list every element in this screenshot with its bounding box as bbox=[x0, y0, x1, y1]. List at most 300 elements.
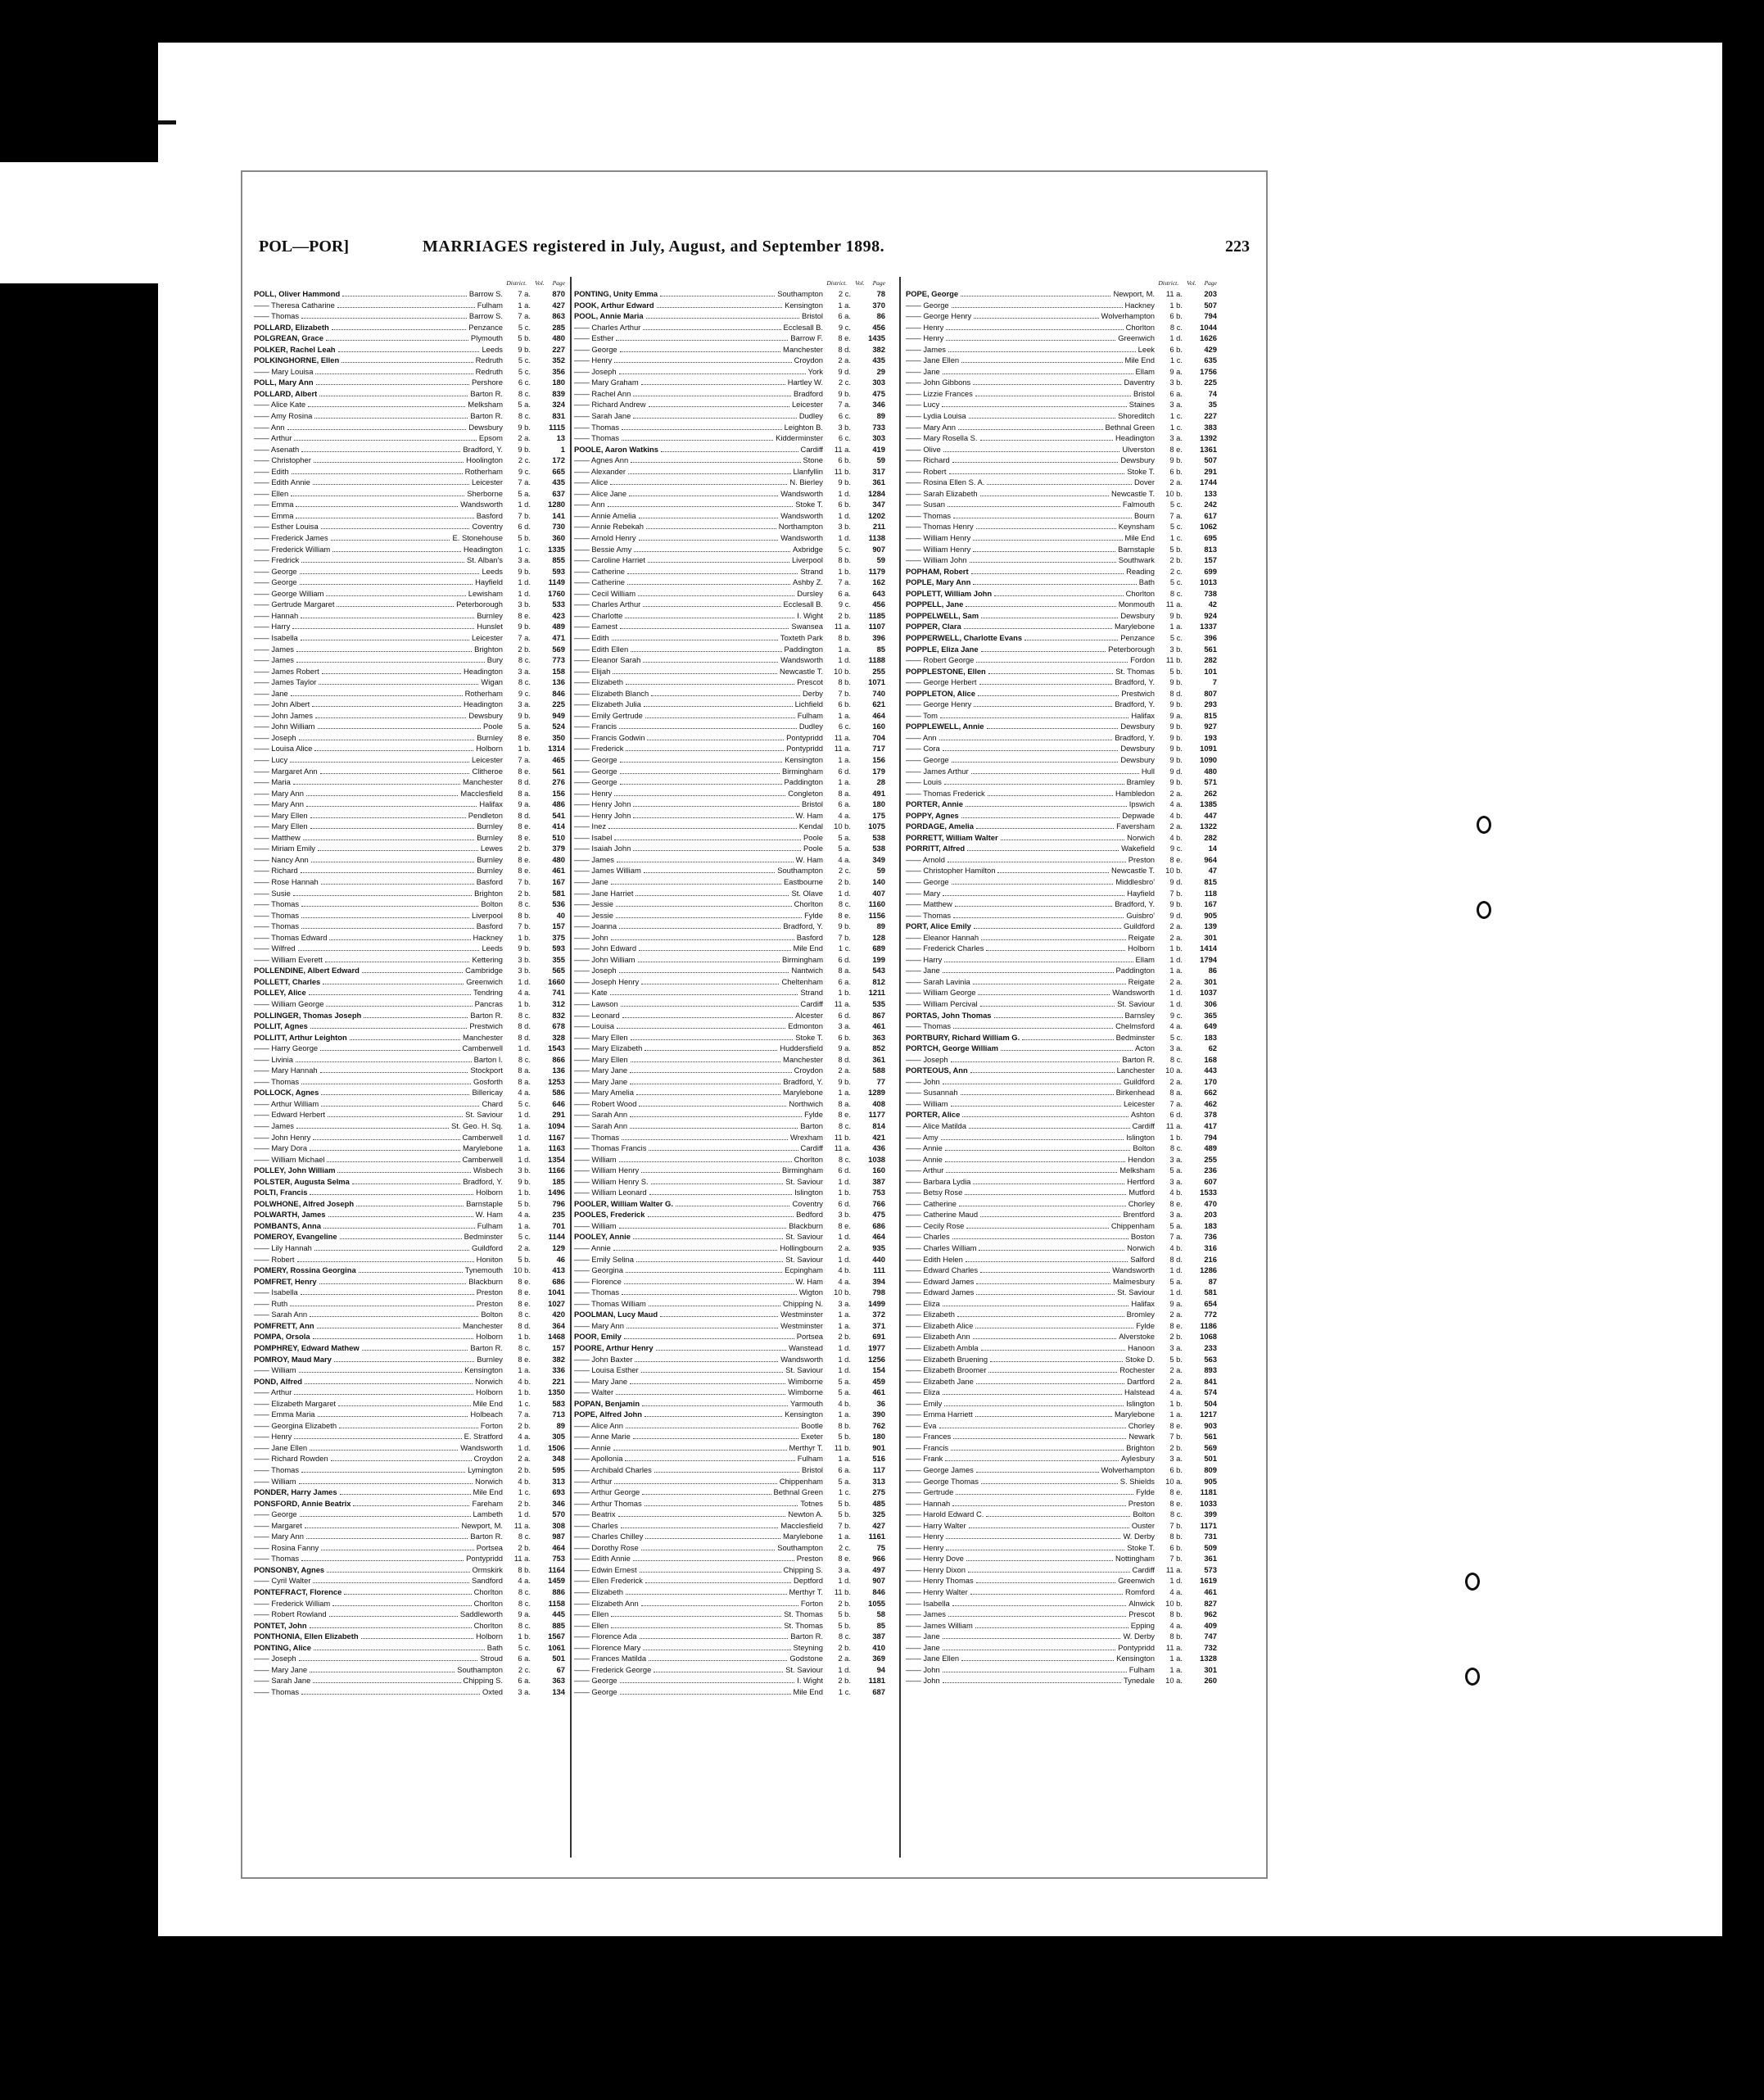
entry-name: —— Sarah Ann bbox=[254, 1310, 308, 1319]
entry-name: —— James bbox=[574, 854, 614, 864]
entry-name: —— Christopher bbox=[254, 455, 311, 465]
entry-name: —— Ruth bbox=[254, 1298, 288, 1308]
register-entry bbox=[574, 1553, 885, 1564]
entry-district: Reigate bbox=[1128, 932, 1155, 942]
dot-leader bbox=[337, 599, 454, 607]
entry-name: POMPHREY, Edward Mathew bbox=[254, 1342, 360, 1352]
entry-page: 607 bbox=[1204, 1176, 1217, 1186]
dot-leader bbox=[334, 1354, 474, 1362]
register-entry bbox=[906, 677, 1217, 688]
entry-name: —— Joseph bbox=[906, 1054, 948, 1064]
entry-page: 766 bbox=[872, 1198, 885, 1208]
register-entry bbox=[906, 644, 1217, 655]
dot-leader bbox=[988, 1365, 1117, 1373]
entry-page: 1179 bbox=[868, 566, 885, 576]
entry-district: Ellam bbox=[1135, 366, 1155, 376]
entry-district: Holborn bbox=[476, 1188, 503, 1197]
register-entry bbox=[906, 788, 1217, 799]
entry-volume: 7 b. bbox=[518, 921, 531, 931]
register-entry bbox=[574, 1309, 885, 1320]
dot-leader bbox=[967, 843, 1119, 851]
dot-leader bbox=[645, 1498, 798, 1506]
dot-leader bbox=[296, 499, 458, 507]
entry-volume: 4 a. bbox=[838, 854, 851, 864]
entry-page: 429 bbox=[1204, 344, 1217, 354]
register-entry bbox=[574, 388, 885, 400]
entry-district: Bristol bbox=[801, 1464, 823, 1474]
dot-leader bbox=[616, 910, 802, 918]
entry-page: 866 bbox=[552, 1054, 565, 1064]
entry-district: Bedminster bbox=[464, 1232, 503, 1242]
dot-leader bbox=[948, 1609, 1126, 1617]
entry-page: 1041 bbox=[548, 1288, 565, 1297]
entry-page: 1075 bbox=[868, 821, 885, 831]
dot-leader bbox=[981, 610, 1118, 618]
entry-volume: 1 d. bbox=[518, 1442, 531, 1452]
dot-leader bbox=[635, 1354, 778, 1362]
entry-volume: 4 a. bbox=[838, 810, 851, 820]
dot-leader bbox=[327, 1564, 469, 1573]
dot-leader bbox=[633, 1431, 798, 1439]
entry-volume: 5 a. bbox=[1169, 1220, 1183, 1230]
entry-district: Chippenham bbox=[779, 1476, 823, 1486]
register-entry bbox=[906, 688, 1217, 699]
register-entry bbox=[906, 1231, 1217, 1242]
register-entry bbox=[254, 1154, 565, 1165]
entry-page: 203 bbox=[1204, 1210, 1217, 1220]
register-entry bbox=[254, 1631, 565, 1642]
entry-page: 59 bbox=[876, 866, 885, 876]
entry-name: —— Isabella bbox=[906, 1598, 950, 1608]
entry-volume: 1 a. bbox=[838, 300, 851, 310]
entry-page: 355 bbox=[552, 954, 565, 964]
dot-leader bbox=[311, 854, 475, 862]
entry-district: Chorley bbox=[1128, 1198, 1155, 1208]
dot-leader bbox=[314, 455, 464, 463]
register-entry bbox=[254, 532, 565, 544]
dot-leader bbox=[614, 788, 785, 796]
entry-page: 815 bbox=[1204, 876, 1217, 886]
register-entry bbox=[906, 577, 1217, 588]
entry-name: —— Thomas Frederick bbox=[906, 788, 985, 798]
entry-name: —— Joseph bbox=[254, 1654, 296, 1663]
entry-name: —— Eamest bbox=[574, 622, 618, 631]
entry-volume: 8 e. bbox=[838, 1220, 851, 1230]
entry-name: PORTER, Annie bbox=[906, 799, 963, 809]
register-entry bbox=[574, 954, 885, 966]
entry-volume: 3 b. bbox=[518, 600, 531, 609]
dot-leader bbox=[945, 1453, 1119, 1461]
register-entry bbox=[906, 288, 1217, 300]
entry-page: 1468 bbox=[548, 1332, 565, 1342]
register-entry bbox=[574, 1021, 885, 1032]
entry-volume: 8 e. bbox=[518, 821, 531, 831]
entry-page: 236 bbox=[1204, 1165, 1217, 1175]
register-entry bbox=[574, 921, 885, 932]
entry-district: Manchester bbox=[783, 1054, 823, 1064]
entry-district: Southampton bbox=[457, 1664, 503, 1674]
register-entry bbox=[254, 432, 565, 444]
entry-page: 117 bbox=[872, 1464, 885, 1474]
entry-district: Cardiff bbox=[1132, 1564, 1155, 1574]
entry-page: 762 bbox=[872, 1420, 885, 1430]
entry-volume: 2 a. bbox=[518, 433, 531, 443]
entry-name: —— George Thomas bbox=[906, 1476, 979, 1486]
dot-leader bbox=[340, 1231, 462, 1239]
entry-page: 773 bbox=[552, 655, 565, 665]
dot-leader bbox=[643, 322, 780, 330]
entry-name: —— Mary Hannah bbox=[254, 1066, 318, 1075]
entry-page: 193 bbox=[1204, 732, 1217, 742]
entry-district: Camberwell bbox=[462, 1132, 503, 1142]
entry-district: Wandsworth bbox=[780, 510, 823, 520]
entry-district: Liverpool bbox=[471, 910, 503, 920]
register-entry bbox=[254, 1464, 565, 1476]
entry-volume: 11 a. bbox=[834, 444, 851, 454]
register-entry bbox=[254, 1653, 565, 1664]
dot-leader bbox=[961, 1653, 1114, 1661]
entry-name: PONTET, John bbox=[254, 1620, 307, 1630]
dot-leader bbox=[301, 898, 478, 907]
entry-volume: 4 b. bbox=[1169, 1188, 1183, 1197]
register-entry bbox=[906, 754, 1217, 766]
entry-name: —— George bbox=[254, 1509, 297, 1519]
entry-name: —— Eva bbox=[906, 1420, 937, 1430]
entry-page: 839 bbox=[552, 388, 565, 398]
entry-page: 569 bbox=[552, 644, 565, 654]
register-entry bbox=[574, 898, 885, 910]
dot-leader bbox=[973, 532, 1122, 541]
entry-volume: 2 b. bbox=[838, 610, 851, 620]
entry-page: 1202 bbox=[868, 510, 885, 520]
entry-district: Preston bbox=[476, 1288, 503, 1297]
entry-page: 561 bbox=[552, 766, 565, 776]
dot-leader bbox=[952, 455, 1119, 463]
register-entry bbox=[906, 1198, 1217, 1210]
entry-volume: 8 b. bbox=[1169, 1609, 1183, 1619]
entry-volume: 5 c. bbox=[1169, 500, 1183, 509]
entry-volume: 9 b. bbox=[838, 921, 851, 931]
page-range-label: POL—POR] bbox=[259, 238, 349, 256]
entry-page: 211 bbox=[872, 522, 885, 532]
entry-volume: 2 c. bbox=[838, 866, 851, 876]
entry-name: POOLES, Frederick bbox=[574, 1210, 645, 1220]
entry-district: Basford bbox=[476, 510, 503, 520]
dot-leader bbox=[630, 1376, 785, 1384]
register-entry bbox=[254, 1021, 565, 1032]
entry-volume: 1 c. bbox=[838, 944, 851, 953]
entry-volume: 8 b. bbox=[838, 632, 851, 642]
entry-name: —— Elizabeth bbox=[574, 677, 623, 687]
entry-page: 47 bbox=[1208, 866, 1217, 876]
entry-name: —— Annie bbox=[906, 1154, 943, 1164]
register-entry bbox=[574, 1143, 885, 1154]
entry-page: 733 bbox=[872, 422, 885, 432]
dot-leader bbox=[948, 854, 1126, 862]
dot-leader bbox=[620, 344, 780, 352]
dot-leader bbox=[961, 355, 1122, 363]
entry-volume: 7 a. bbox=[838, 400, 851, 410]
dot-leader bbox=[612, 632, 778, 640]
entry-district: Ecpingham bbox=[785, 1265, 823, 1275]
entry-district: Fulham bbox=[797, 710, 823, 720]
entry-name: —— Harry George bbox=[254, 1043, 319, 1053]
entry-volume: 5 a. bbox=[838, 1387, 851, 1397]
entry-name: —— Cecil William bbox=[574, 588, 635, 598]
entry-name: POND, Alfred bbox=[254, 1376, 303, 1386]
entry-name: —— George Henry bbox=[906, 311, 972, 321]
entry-volume: 9 b. bbox=[1169, 744, 1183, 754]
entry-name: —— Lucy bbox=[254, 754, 288, 764]
entry-district: Bradford, Y. bbox=[1115, 732, 1155, 742]
entry-volume: 1 b. bbox=[838, 1188, 851, 1197]
entry-name: —— Arthur Thomas bbox=[574, 1498, 642, 1508]
entry-name: POOK, Arthur Edward bbox=[574, 300, 654, 310]
entry-page: 870 bbox=[552, 289, 565, 298]
entry-district: Lewes bbox=[480, 844, 503, 853]
entry-volume: 8 a. bbox=[838, 788, 851, 798]
entry-district: Chippenham bbox=[1110, 1220, 1155, 1230]
entry-volume: 1 a. bbox=[1169, 1654, 1183, 1663]
column-heading bbox=[906, 278, 1217, 288]
entry-district: Fordon bbox=[1130, 655, 1155, 665]
register-entry bbox=[906, 1453, 1217, 1464]
entry-volume: 1 b. bbox=[518, 1632, 531, 1641]
entry-name: —— Edwin Ernest bbox=[574, 1564, 637, 1574]
entry-name: —— Jane Ellen bbox=[906, 355, 960, 365]
dot-leader bbox=[644, 699, 793, 707]
entry-volume: 6 b. bbox=[1169, 311, 1183, 321]
entry-page: 1062 bbox=[1200, 522, 1217, 532]
entry-district: Macclesfield bbox=[780, 1520, 823, 1530]
register-entry bbox=[254, 1176, 565, 1188]
register-entry bbox=[254, 1498, 565, 1509]
entry-district: Fylde bbox=[1136, 1487, 1155, 1497]
entry-district: Stoke T. bbox=[795, 500, 823, 509]
dot-leader bbox=[973, 377, 1121, 385]
entry-page: 233 bbox=[1204, 1342, 1217, 1352]
dot-leader bbox=[945, 1154, 1125, 1162]
dot-leader bbox=[310, 1187, 473, 1195]
register-entry bbox=[574, 499, 885, 510]
entry-page: 313 bbox=[552, 1476, 565, 1486]
entry-name: —— Dorothy Rose bbox=[574, 1542, 639, 1552]
entry-name: —— Mary Ellen bbox=[254, 821, 308, 831]
register-entry bbox=[254, 932, 565, 944]
dot-leader bbox=[352, 1176, 460, 1184]
entry-district: Dover bbox=[1133, 477, 1155, 487]
entry-volume: 2 a. bbox=[838, 355, 851, 365]
register-entry bbox=[574, 943, 885, 954]
entry-page: 371 bbox=[872, 1320, 885, 1330]
entry-page: 349 bbox=[872, 854, 885, 864]
entry-page: 485 bbox=[872, 1498, 885, 1508]
entry-volume: 2 a. bbox=[838, 1243, 851, 1253]
dot-leader bbox=[952, 300, 1123, 308]
entry-page: 1459 bbox=[548, 1576, 565, 1586]
entry-district: Pancras bbox=[474, 999, 503, 1008]
dot-leader bbox=[353, 1498, 469, 1506]
dot-leader bbox=[301, 610, 474, 618]
entry-volume: 1 a. bbox=[838, 1320, 851, 1330]
entry-name: —— William Henry bbox=[906, 544, 971, 554]
entry-name: —— Thomas bbox=[574, 1288, 620, 1297]
entry-volume: 4 a. bbox=[1169, 799, 1183, 809]
entry-district: Mile End bbox=[793, 1686, 823, 1696]
register-entry bbox=[906, 532, 1217, 544]
register-entry bbox=[254, 399, 565, 410]
entry-page: 509 bbox=[1204, 1542, 1217, 1552]
register-entry bbox=[574, 1265, 885, 1276]
entry-name: —— Elizabeth Ann bbox=[906, 1332, 970, 1342]
entry-page: 480 bbox=[552, 333, 565, 343]
dot-leader bbox=[943, 1675, 1121, 1683]
entry-volume: 6 b. bbox=[1169, 344, 1183, 354]
entry-name: —— Thomas bbox=[574, 1132, 620, 1142]
register-entry bbox=[906, 710, 1217, 722]
page-title: MARRIAGES registered in July, August, and September 1898. bbox=[423, 238, 885, 256]
register-entry bbox=[906, 1365, 1217, 1376]
entry-page: 180 bbox=[552, 378, 565, 387]
entry-district: Nottingham bbox=[1115, 1554, 1155, 1564]
entry-volume: 2 c. bbox=[838, 1542, 851, 1552]
register-entry bbox=[574, 432, 885, 444]
entry-page: 1156 bbox=[868, 910, 885, 920]
entry-district: Burnley bbox=[477, 832, 503, 842]
dot-leader bbox=[943, 743, 1119, 751]
entry-district: Llanfyllin bbox=[793, 466, 823, 476]
entry-name: POLWHONE, Alfred Joseph bbox=[254, 1198, 355, 1208]
entry-page: 1543 bbox=[548, 1043, 565, 1053]
register-entry bbox=[906, 1398, 1217, 1410]
register-entry bbox=[254, 1298, 565, 1310]
entry-district: Hendon bbox=[1128, 1154, 1155, 1164]
entry-volume: 1 d. bbox=[838, 1342, 851, 1352]
register-entry bbox=[254, 1165, 565, 1176]
entry-page: 154 bbox=[872, 1365, 885, 1375]
entry-volume: 8 c. bbox=[1169, 588, 1183, 598]
entry-page: 1496 bbox=[548, 1188, 565, 1197]
entry-district: Bradford, Y. bbox=[463, 1176, 503, 1186]
entry-name: POPPELWELL, Sam bbox=[906, 610, 979, 620]
register-entry bbox=[574, 832, 885, 844]
entry-volume: 9 a. bbox=[1169, 710, 1183, 720]
register-entry bbox=[574, 566, 885, 577]
entry-page: 216 bbox=[1204, 1254, 1217, 1264]
entry-volume: 1 a. bbox=[1169, 622, 1183, 631]
entry-page: 172 bbox=[552, 455, 565, 465]
entry-name: POMBANTS, Anna bbox=[254, 1220, 321, 1230]
entry-district: St. Alban's bbox=[466, 555, 503, 565]
register-entry bbox=[254, 898, 565, 910]
dot-leader bbox=[645, 1043, 777, 1051]
dot-leader bbox=[943, 1642, 1115, 1650]
entry-district: Wimborne bbox=[788, 1387, 823, 1397]
entry-district: Fulham bbox=[477, 1220, 503, 1230]
register-entry bbox=[254, 1575, 565, 1586]
entry-name: —— Amy bbox=[906, 1132, 939, 1142]
entry-name: —— Jane bbox=[906, 966, 940, 975]
entry-page: 1533 bbox=[1200, 1188, 1217, 1197]
register-entry bbox=[254, 854, 565, 866]
entry-name: —— Elizabeth Bruening bbox=[906, 1354, 988, 1364]
entry-page: 160 bbox=[872, 722, 885, 731]
entry-page: 465 bbox=[552, 754, 565, 764]
entry-name: —— Elizabeth bbox=[906, 1310, 955, 1319]
register-entry bbox=[574, 1242, 885, 1254]
entry-district: Leicester bbox=[471, 754, 503, 764]
entry-volume: 5 c. bbox=[1169, 522, 1183, 532]
dot-leader bbox=[329, 1609, 458, 1617]
column-divider bbox=[899, 277, 901, 1858]
entry-page: 831 bbox=[552, 411, 565, 421]
entry-volume: 8 e. bbox=[518, 732, 531, 742]
entry-district: Bolton bbox=[481, 899, 503, 909]
entry-district: Ellam bbox=[1135, 954, 1155, 964]
entry-district: Marylebone bbox=[1115, 622, 1155, 631]
entry-volume: 7 a. bbox=[518, 1410, 531, 1419]
register-entry bbox=[906, 377, 1217, 388]
dot-leader bbox=[642, 1398, 788, 1406]
dot-leader bbox=[951, 1442, 1124, 1451]
register-entry bbox=[906, 621, 1217, 632]
dot-leader bbox=[297, 1254, 474, 1262]
dot-leader bbox=[611, 1609, 781, 1617]
entry-district: Rotherham bbox=[464, 688, 503, 698]
register-entry bbox=[574, 932, 885, 944]
entry-volume: 1 a. bbox=[838, 644, 851, 654]
entry-name: —— Jane bbox=[574, 876, 608, 886]
entry-name: POLSTER, Augusta Selma bbox=[254, 1176, 350, 1186]
entry-page: 382 bbox=[872, 344, 885, 354]
entry-volume: 6 a. bbox=[838, 588, 851, 598]
entry-district: Dudley bbox=[798, 722, 823, 731]
register-entry bbox=[574, 721, 885, 732]
register-entry bbox=[574, 976, 885, 988]
entry-page: 1164 bbox=[548, 1564, 565, 1574]
dot-leader bbox=[608, 821, 797, 829]
entry-district: Mile End bbox=[793, 944, 823, 953]
dot-leader bbox=[642, 1487, 771, 1495]
entry-volume: 5 b. bbox=[1169, 1354, 1183, 1364]
dot-leader bbox=[641, 1542, 776, 1550]
entry-district: Bradford, Y. bbox=[463, 444, 503, 454]
register-entry bbox=[254, 1409, 565, 1420]
entry-page: 807 bbox=[1204, 688, 1217, 698]
entry-name: —— Georgina bbox=[574, 1265, 623, 1275]
entry-name: —— James bbox=[254, 644, 294, 654]
entry-name: POPAN, Benjamin bbox=[574, 1398, 640, 1408]
entry-district: Bristol bbox=[1133, 388, 1155, 398]
entry-district: Prestwich bbox=[469, 1021, 503, 1031]
register-entry bbox=[574, 288, 885, 300]
dot-leader bbox=[296, 654, 485, 663]
film-flash-strip bbox=[0, 162, 174, 283]
entry-volume: 5 a. bbox=[838, 1476, 851, 1486]
entry-page: 1253 bbox=[548, 1076, 565, 1086]
entry-volume: 8 e. bbox=[1169, 1198, 1183, 1208]
entry-name: —— Sarah Lavinia bbox=[906, 976, 970, 986]
entry-name: —— Eleanor Sarah bbox=[574, 655, 641, 665]
dot-leader bbox=[943, 1076, 1121, 1084]
entry-district: Birkenhead bbox=[1115, 1088, 1155, 1098]
entry-page: 1 bbox=[560, 444, 565, 454]
entry-name: POPPLETON, Alice bbox=[906, 688, 975, 698]
entry-volume: 8 d. bbox=[838, 1054, 851, 1064]
entry-name: —— James bbox=[254, 655, 294, 665]
entry-page: 1760 bbox=[548, 588, 565, 598]
entry-page: 583 bbox=[552, 1398, 565, 1408]
